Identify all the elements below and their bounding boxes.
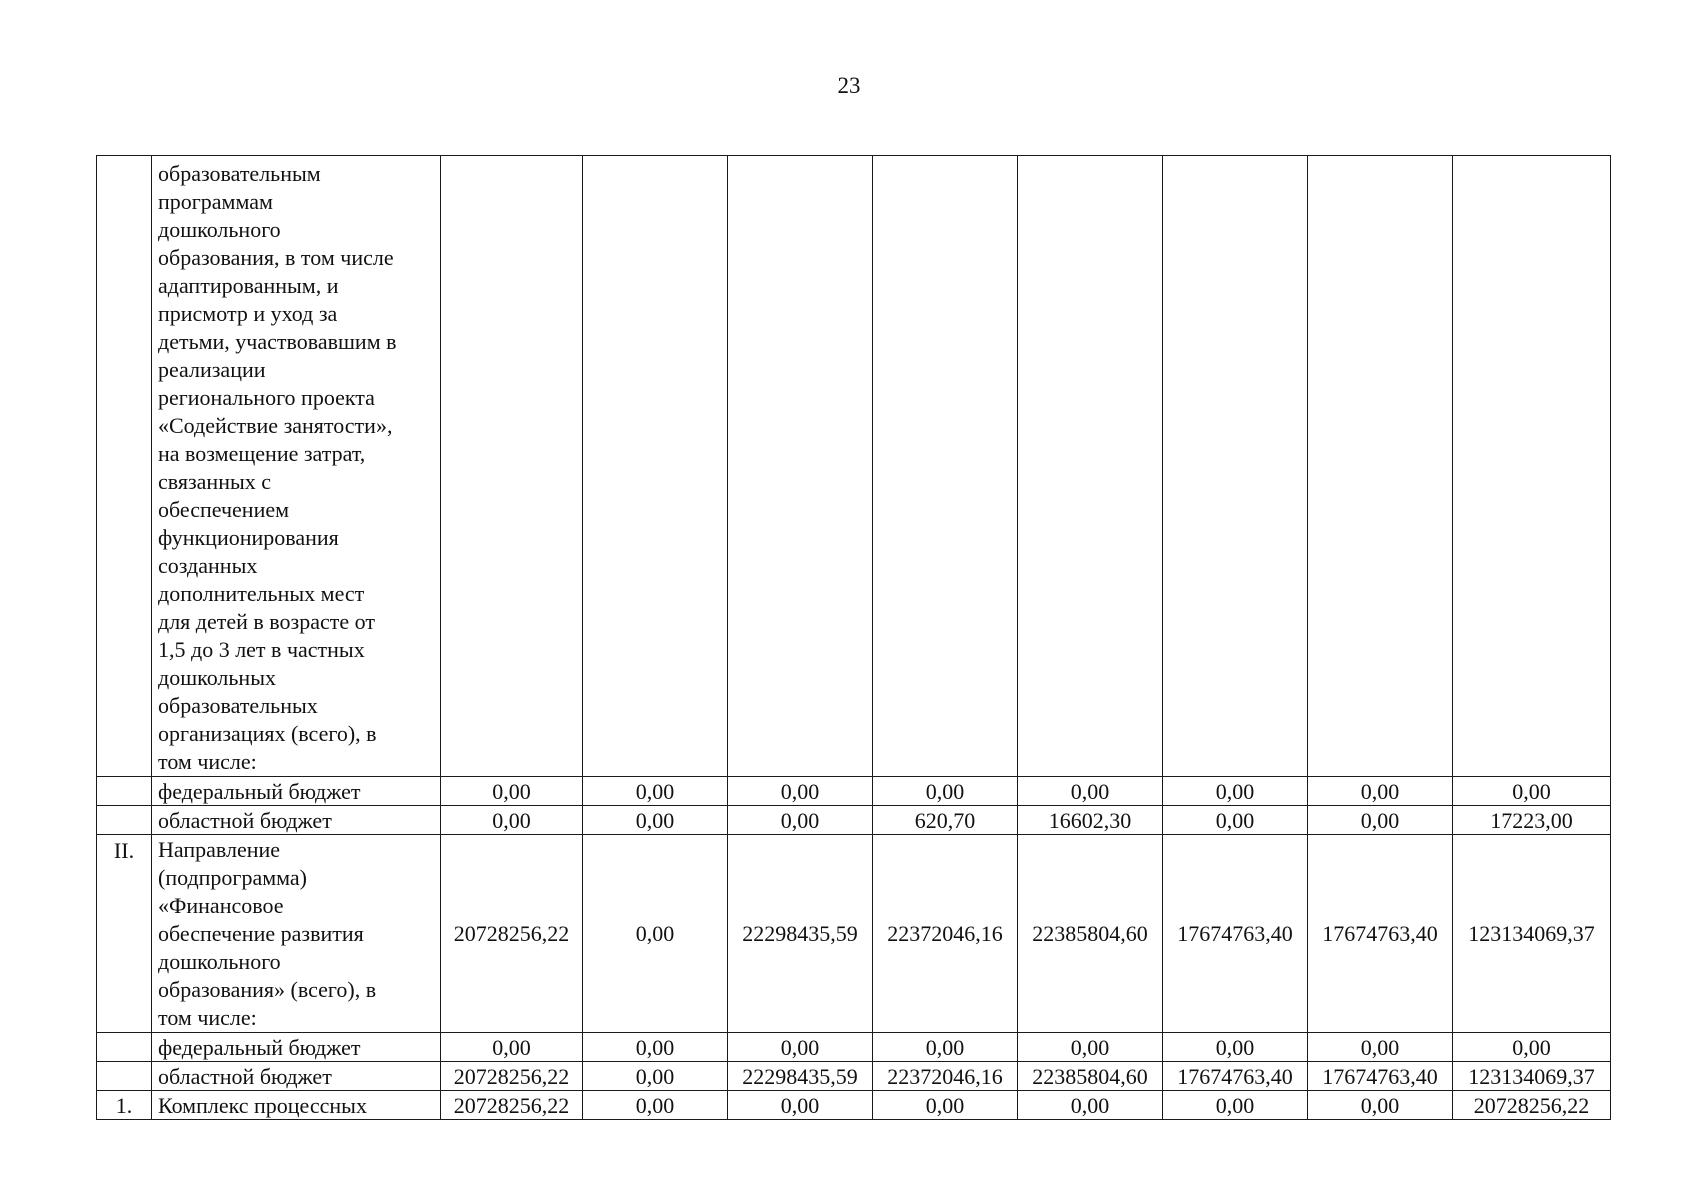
value-cell: 0,00 (1018, 777, 1163, 806)
table-row (97, 1091, 1611, 1120)
row-label: федеральный бюджет (152, 1033, 441, 1062)
value-cell: 0,00 (873, 1033, 1018, 1062)
table-row (97, 156, 1611, 777)
value-cell: 0,00 (1308, 1091, 1453, 1120)
value-cell: 0,00 (1308, 806, 1453, 835)
value-cell: 123134069,37 (1453, 1062, 1611, 1091)
row-number (97, 806, 152, 835)
value-cell: 0,00 (1308, 777, 1453, 806)
value-cell: 0,00 (728, 1091, 873, 1120)
value-cell: 0,00 (441, 777, 583, 806)
value-cell: 0,00 (873, 777, 1018, 806)
table-row (97, 1033, 1611, 1062)
value-cell: 0,00 (873, 1091, 1018, 1120)
row-label: федеральный бюджет (152, 777, 441, 806)
value-cell: 22372046,16 (873, 1062, 1018, 1091)
value-cell: 0,00 (583, 1091, 728, 1120)
table-row (97, 835, 1611, 1033)
empty-cell (1018, 156, 1163, 777)
value-cell: 0,00 (441, 806, 583, 835)
value-cell: 0,00 (728, 806, 873, 835)
table-row (97, 806, 1611, 835)
row-number (97, 156, 152, 777)
empty-cell (1308, 156, 1453, 777)
empty-cell (441, 156, 583, 777)
row-description: Направление (подпрограмма) «Финансовое обеспечение развития дошкольного образования» (всего), в том числе: (152, 835, 441, 1033)
value-cell: 0,00 (1163, 777, 1308, 806)
value-cell: 0,00 (583, 1062, 728, 1091)
value-cell: 0,00 (1308, 1033, 1453, 1062)
value-cell: 0,00 (728, 777, 873, 806)
value-cell: 0,00 (1163, 1033, 1308, 1062)
value-cell: 0,00 (583, 1033, 728, 1062)
value-cell: 0,00 (583, 835, 728, 1033)
value-cell: 0,00 (441, 1033, 583, 1062)
value-cell: 620,70 (873, 806, 1018, 835)
value-cell: 0,00 (583, 806, 728, 835)
value-cell: 0,00 (1018, 1091, 1163, 1120)
row-label: Комплекс процессных (152, 1091, 441, 1120)
table-row (97, 777, 1611, 806)
value-cell: 17223,00 (1453, 806, 1611, 835)
empty-cell (1453, 156, 1611, 777)
budget-table (96, 155, 1611, 1120)
empty-cell (728, 156, 873, 777)
empty-cell (1163, 156, 1308, 777)
value-cell: 0,00 (728, 1033, 873, 1062)
value-cell: 17674763,40 (1308, 835, 1453, 1033)
value-cell: 20728256,22 (1453, 1091, 1611, 1120)
row-number (97, 1033, 152, 1062)
empty-cell (873, 156, 1018, 777)
value-cell: 0,00 (1163, 1091, 1308, 1120)
value-cell: 16602,30 (1018, 806, 1163, 835)
table-row (97, 1062, 1611, 1091)
value-cell: 0,00 (1018, 1033, 1163, 1062)
value-cell: 123134069,37 (1453, 835, 1611, 1033)
value-cell: 17674763,40 (1308, 1062, 1453, 1091)
row-number: II. (97, 835, 152, 1033)
row-number (97, 777, 152, 806)
value-cell: 17674763,40 (1163, 1062, 1308, 1091)
empty-cell (583, 156, 728, 777)
value-cell: 22372046,16 (873, 835, 1018, 1033)
value-cell: 22385804,60 (1018, 1062, 1163, 1091)
value-cell: 20728256,22 (441, 835, 583, 1033)
page-number: 23 (837, 73, 861, 98)
value-cell: 0,00 (1453, 777, 1611, 806)
value-cell: 17674763,40 (1163, 835, 1308, 1033)
value-cell: 20728256,22 (441, 1062, 583, 1091)
value-cell: 0,00 (1163, 806, 1308, 835)
row-number (97, 1062, 152, 1091)
value-cell: 22298435,59 (728, 1062, 873, 1091)
value-cell: 0,00 (583, 777, 728, 806)
value-cell: 0,00 (1453, 1033, 1611, 1062)
row-number: 1. (97, 1091, 152, 1120)
value-cell: 22385804,60 (1018, 835, 1163, 1033)
row-description: образовательным программам дошкольного образования, в том числе адаптированным, и присмотр и уход за детьми, участвовавшим в реализации регионального проекта «Содействие занятости», на возмещение затрат, связанных с обеспечением функционирования созданных дополнительных мест для детей в возрасте от 1,5 до 3 лет в частных дошкольных образовательных организациях (всего), в том числе: (152, 156, 441, 777)
value-cell: 22298435,59 (728, 835, 873, 1033)
row-label: областной бюджет (152, 1062, 441, 1091)
row-label: областной бюджет (152, 806, 441, 835)
value-cell: 20728256,22 (441, 1091, 583, 1120)
